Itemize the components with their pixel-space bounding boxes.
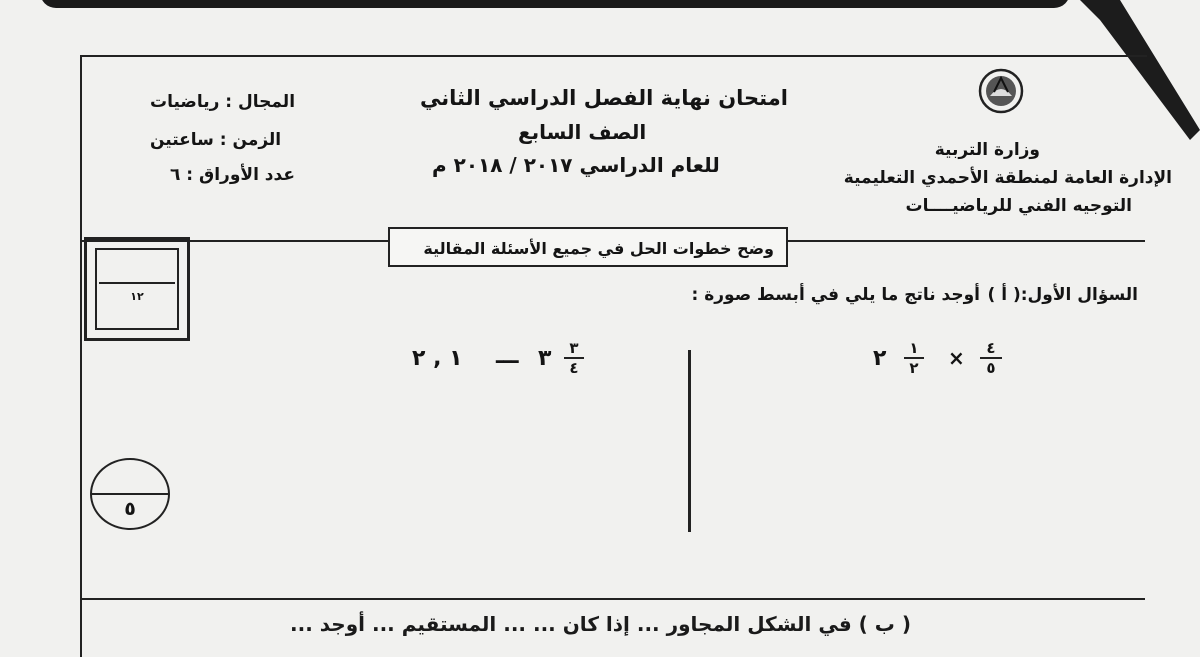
directorate-name: الإدارة العامة لمنطقة الأحمدي التعليمية [843,168,1172,188]
bottom-rule [80,598,1145,600]
question-label: السؤال الأول:( أ ) [987,285,1138,305]
total-score-box [84,237,190,341]
subject-field: المجال : رياضيات [150,92,296,112]
mixed-whole: ٢ [873,346,887,371]
department-name: التوجيه الفني للرياضيــــات [905,196,1132,216]
instruction-text: وضح خطوات الحل في جميع الأسئلة المقالية [423,239,774,258]
pages-field: عدد الأوراق : ٦ [170,165,295,185]
ministry-name: وزارة التربية [934,140,1040,160]
mixed-whole: ٣ [538,346,552,371]
fraction-numerator: ٤ [986,339,996,357]
fraction-numerator: ١ [909,339,919,357]
fraction-four-fifths [980,340,1002,376]
score-box-inner-frame [95,248,179,330]
next-question-partial: ( ب ) في الشكل المجاور ... إذا كان ... ... المستقيم ... أوجد ... [290,612,911,636]
fraction-denominator: ٥ [986,359,996,377]
multiply-operator: × [948,346,965,370]
fraction-numerator: ٣ [569,339,579,357]
fraction-denominator: ٤ [569,359,579,377]
instruction-box [388,227,788,267]
fraction-denominator: ٢ [909,359,919,377]
fraction-three-quarters [564,340,584,376]
question-score-total: ٥ [124,498,136,520]
decimal-number: ١ , ٢ [412,346,463,371]
fraction-one-half [904,340,924,376]
answer-divider [688,350,691,532]
grade-label: الصف السابع [518,120,647,144]
kuwait-emblem-icon [978,68,1024,114]
score-line [99,282,175,284]
question-score-circle [90,458,170,530]
question-text: أوجد ناتج ما يلي في أبسط صورة : [691,285,980,305]
school-year: للعام الدراسي ٢٠١٧ / ٢٠١٨ م [432,153,720,177]
top-rule [80,55,1145,57]
exam-title: امتحان نهاية الفصل الدراسي الثاني [420,86,788,110]
score-total: ١٢ [130,290,144,303]
circle-score-line [92,493,168,495]
top-shadow-bar [40,0,1070,8]
duration-field: الزمن : ساعتين [150,130,282,150]
subtract-operator: ـــ [496,344,519,369]
